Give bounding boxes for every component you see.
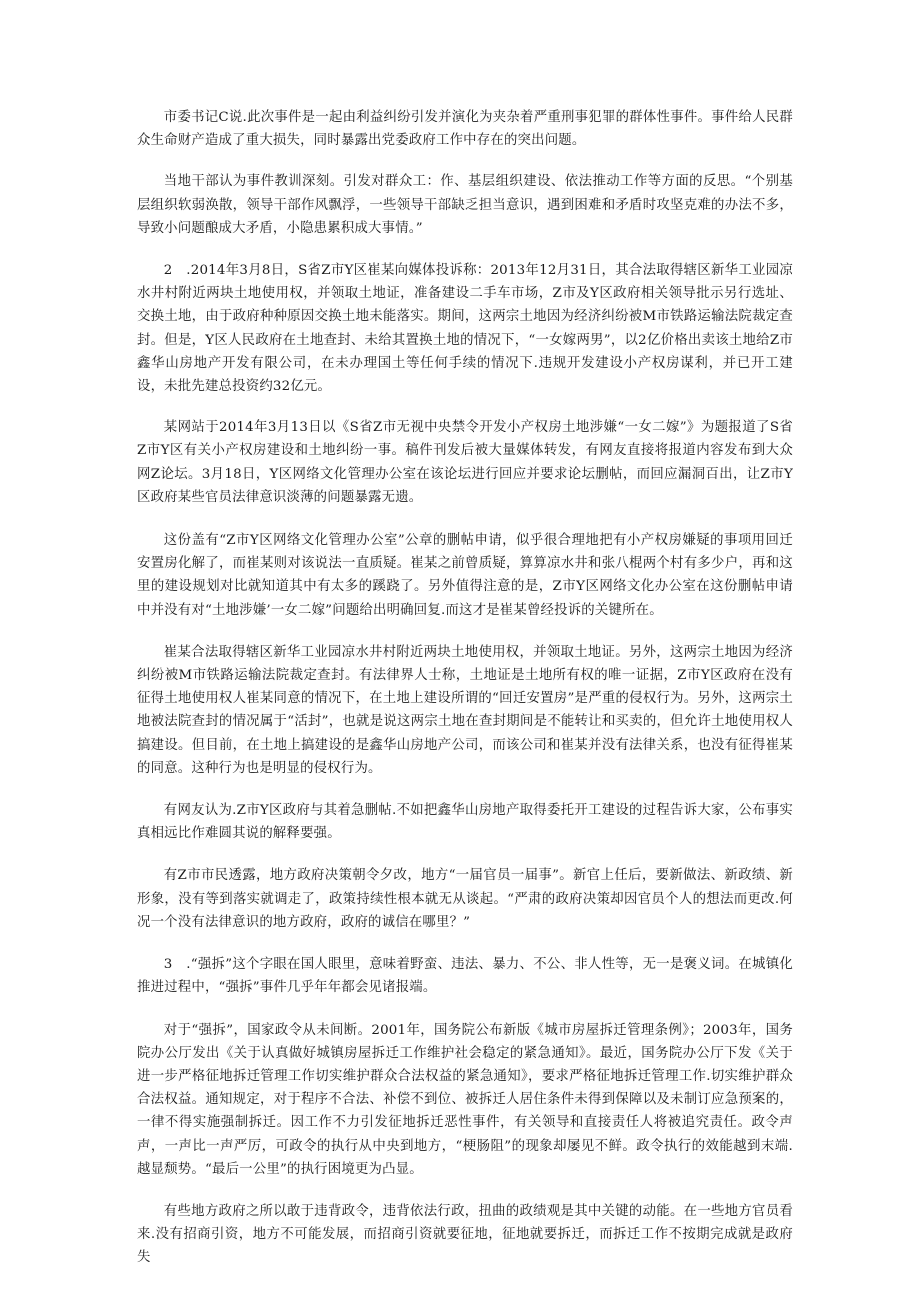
paragraph-6: 崔某合法取得辖区新华工业园凉水井村附近两块土地使用权，并领取土地证。另外，这两宗土地因为经济纠纷被M市铁路运输法院裁定查封。有法律界人士称，土地证是土地所有权的唯一证据，Z市Y区政府在没有征得土地使用权人崔某同意的情况下，在土地上建设所谓的“回迁安置房”是严重的侵权行为。另外，这两宗土地被法院查封的情况属于“活封”，也就是说这两宗土地在查封期间是不能转让和买卖的，但允许土地使用权人搞建设。但目前，在土地上搞建设的是鑫华山房地产公司，而该公司和崔某并没有法律关系，也没有征得崔某的同意。这种行为也是明显的侵权行为。	[137, 644, 793, 776]
paragraph-4: 某网站于2014年3月13日以《S省Z市无视中央禁令开发小产权房土地涉嫌“一女二嫁”》为题报道了S省Z市Y区有关小产权房建设和土地纠纷一事。稿件刊发后被大量媒体转发，有网友直接将报道内容发布到大众网Z论坛。3月18日，Y区网络文化管理办公室在该论坛进行回应并要求论坛删帖，而回应漏洞百出，让Z市Y区政府某些官员法律意识淡薄的问题暴露无遗。	[137, 420, 793, 505]
paragraph-5: 这份盖有“Z市Y区网络文化管理办公室”公章的删帖申请，似乎很合理地把有小产权房嫌疑的事项用回迁安置房化解了，而崔某则对该说法一直质疑。崔某之前曾质疑，算算凉水井和张八棍两个村有多少户，再和这里的建设规划对比就知道其中有太多的蹊跷了。另外值得注意的是，Z市Y区网络文化办公室在这份删帖申请中并没有对“土地涉嫌’一女二嫁”问题给出明确回复.而这才是崔某曾经投诉的关键所在。	[137, 533, 793, 618]
paragraph-3: 2 .2014年3月8日，S省Z市Y区崔某向媒体投诉称：2013年12月31日，其合法取得辖区新华工业园凉水井村附近两块土地使用权，并领取土地证，准备建设二手车市场，Z市及Y区政府相关领导批示另行选址、交换土地，由于政府种种原因交换土地未能落实。期间，这两宗土地因为经济纠纷被M市铁路运输法院裁定查封。但是，Y区人民政府在土地查封、未给其置换土地的情况下，“一女嫁两男”，以2亿价格出卖该土地给Z市鑫华山房地产开发有限公司，在未办理国土等任何手续的情况下.违规开发建设小产权房谋利，并已开工建设，未批先建总投资约32亿元。	[137, 263, 793, 395]
paragraph-9: 3 .“强拆”这个字眼在国人眼里，意味着野蛮、违法、暴力、不公、非人性等，无一是褒义词。在城镇化推进过程中，“强拆”事件几乎年年都会见诸报端。	[137, 957, 793, 996]
paragraph-2: 当地干部认为事件教训深刻。引发对群众工：作、基层组织建设、依法推动工作等方面的反思。“个别基层组织软弱涣散，领导干部作风飘浮，一些领导干部缺乏担当意识，遇到困难和矛盾时攻坚克难的办法不多，导致小问题酿成大矛盾，小隐患累积成大事情。”	[137, 174, 793, 236]
paragraph-1: 市委书记C说.此次事件是一起由利益纠纷引发并演化为夹杂着严重刑事犯罪的群体性事件。事件给人民群众生命财产造成了重大损失，同时暴露出党委政府工作中存在的突出问题。	[137, 110, 793, 149]
paragraph-7: 有网友认为.Z市Y区政府与其着急删帖.不如把鑫华山房地产取得委托开工建设的过程告诉大家，公布事实真相远比作难圆其说的解释要强。	[137, 803, 793, 842]
document-body	[137, 106, 793, 1270]
paragraph-11: 有些地方政府之所以敢于违背政令，违背依法行政，扭曲的政绩观是其中关键的动能。在一些地方官员看来.没有招商引资，地方不可能发展，而招商引资就要征地，征地就要拆迁，而拆迁工作不按期完成就是政府失	[137, 1203, 793, 1266]
paragraph-10: 对于“强拆”，国家政令从未间断。2001年，国务院公布新版《城市房屋拆迁管理条例》；2003年，国务院办公厅发出《关于认真做好城镇房屋拆迁工作维护社会稳定的紧急通知》。最近，国务院办公厅下发《关于进一步严格征地拆迁管理工作切实维护群众合法权益的紧急通知》，要求严格征地拆迁管理工作.切实维护群众合法权益。通知规定，对于程序不合法、补偿不到位、被拆迁人居住条件未得到保障以及未制订应急预案的，一律不得实施强制拆迁。因工作不力引发征地拆迁恶性事件，有关领导和直接责任人将被追究责任。政令声声，一声比一声严厉，可政令的执行从中央到地方，“梗肠阻”的现象却屡见不鲜。政令执行的效能越到末端.越显颓势。“最后一公里”的执行困境更为凸显。	[137, 1022, 793, 1177]
paragraph-8: 有Z市市民透露，地方政府决策朝令夕改，地方“一届官员一届事”。新官上任后，要新做法、新政绩、新形象，没有等到落实就调走了，政策持续性根本就无从谈起。“严肃的政府决策却因官员个人的想法而更改.何况一个没有法律意识的地方政府，政府的诚信在哪里？”	[137, 868, 793, 930]
